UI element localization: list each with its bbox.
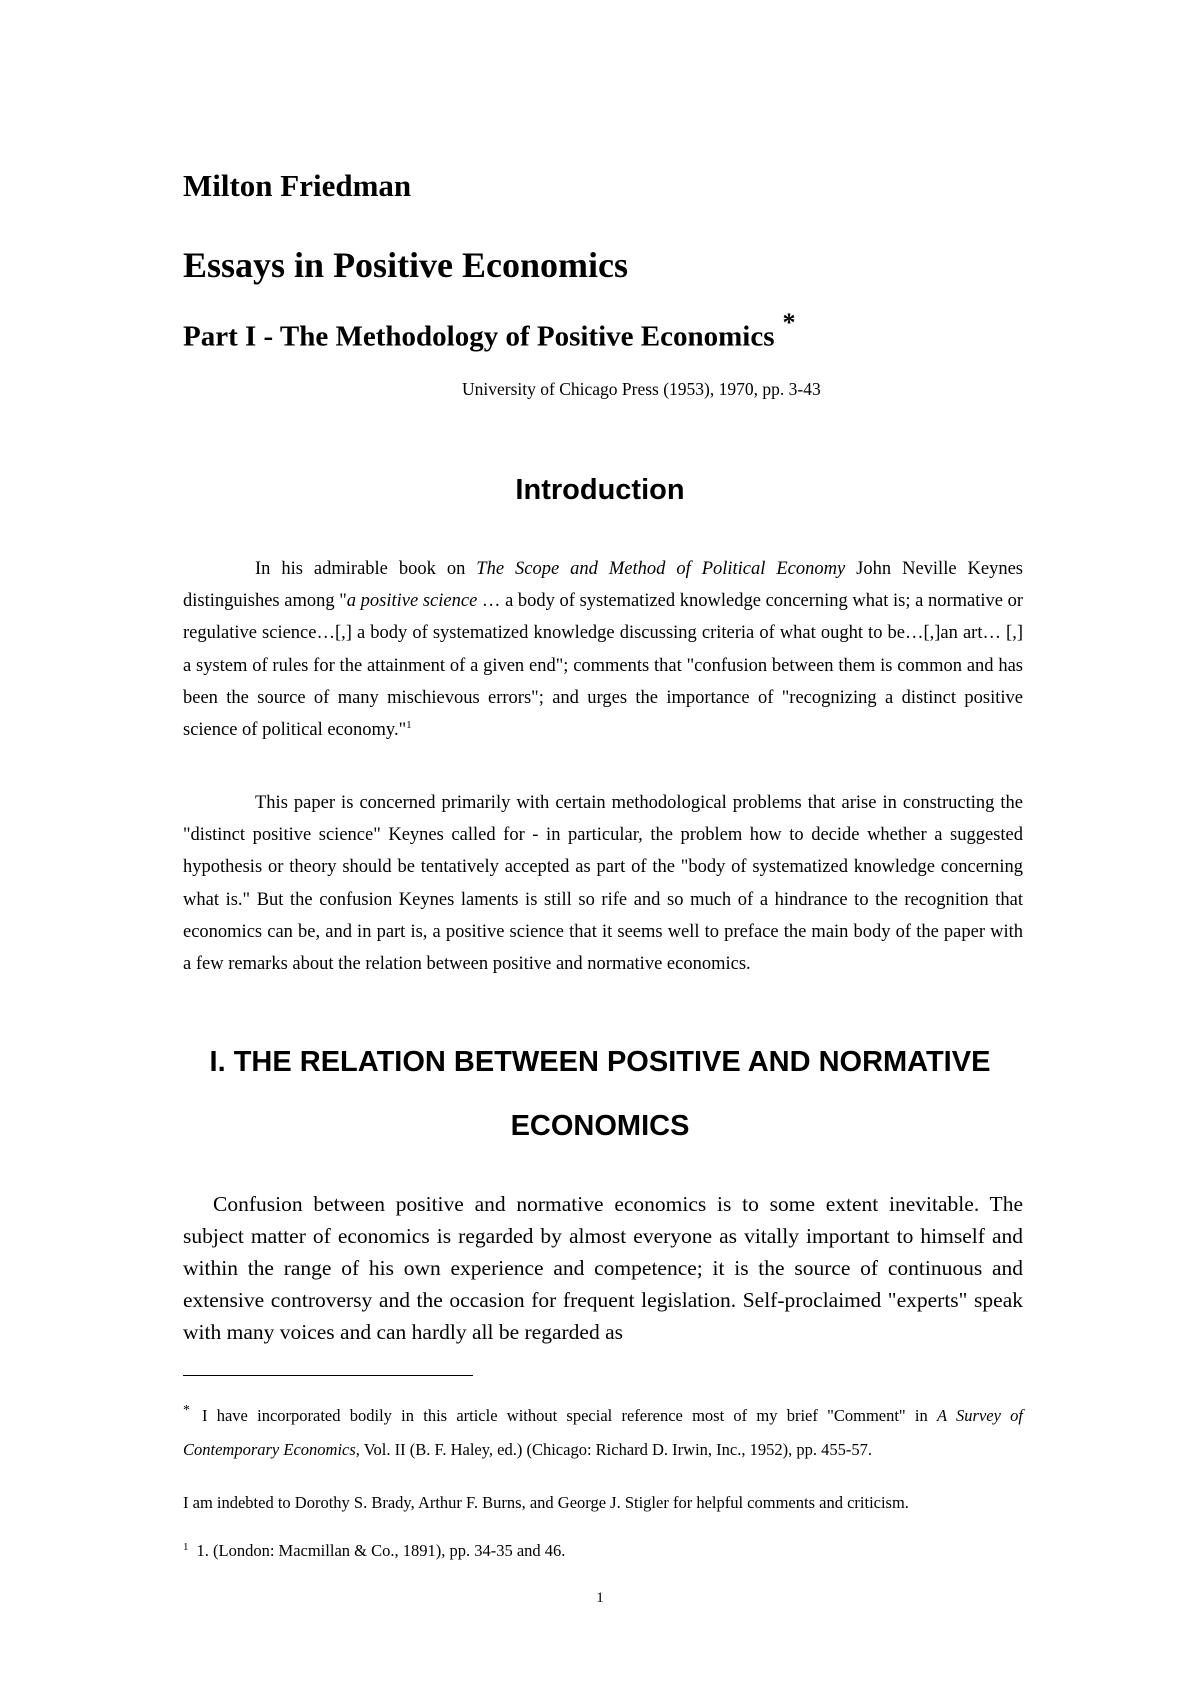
author-name: Milton Friedman [183,168,412,203]
introduction-heading: Introduction [515,474,685,506]
footnote-text: Vol. II (B. F. Haley, ed.) (Chicago: Richard D. Irwin, Inc., 1952), pp. 455-57. [359,1440,872,1459]
footnote-divider [183,1375,473,1376]
part-title [183,308,796,354]
footnote-1-mark: 1 [183,1541,189,1553]
part-title-text: Part I - The Methodology of Positive Economics [183,320,775,353]
footnote-book-reference: A Survey of Contemporary Economics, [183,1406,1023,1459]
footnote-1 [183,1541,1023,1563]
page-number: 1 [596,1590,604,1606]
paragraph-text: In his admirable book on [255,559,477,579]
footnote-star-mark: * [183,1403,190,1418]
part-title-note-mark: * [782,308,796,337]
quoted-term: a positive science [346,591,478,612]
section-1-heading-continued: ECONOMICS [510,1110,690,1142]
book-reference: The Scope and Method of Political Economy [476,559,846,579]
footnote-1-text: 1. (London: Macmillan & Co., 1891), pp. 34-35 and 46. [196,1541,566,1560]
section-1-paragraph-1: Confusion between positive and normative economics is to some extent inevitable. The subject matter of economics is regarded by almost everyone as vitally important to himself and within the range of his own experience and competence; it is the source of continuous and extensive controversy and the occasion for frequent legislation. Self-proclaimed "experts" speak with many voices and can hardly all be regarded as [183,1192,1023,1344]
footnote-star [183,1400,1023,1466]
footnote-text: I have incorporated bodily in this article without special reference most of my brief "Comment" in [202,1406,937,1425]
introduction-paragraph-1 [183,553,1023,746]
book-title: Essays in Positive Economics [183,245,629,285]
paragraph-text: … a body of systematized knowledge concerning what is; a normative or regulative science…[,] a body of systematized knowledge discussing criteria of what ought to be…[,]an art… [,] a system of rules for the attainment of a given end"; comments that "confusion between them is common and has been the source of many mischievous errors"; and urges the importance of "recognizing a distinct positive science of political economy." [183,591,1023,741]
introduction-paragraph-2: This paper is concerned primarily with certain methodological problems that arise in constructing the "distinct positive science" Keynes called for - in particular, the problem how to decide whether a suggested hypothesis or theory should be tentatively accepted as part of the "body of systematized knowledge concerning what is." But the confusion Keynes laments is still so rife and so much of a hindrance to the recognition that economics can be, and in part is, a positive science that it seems well to preface the main body of the paper with a few remarks about the relation between positive and normative economics. [183,793,1023,975]
section-1-heading: I. THE RELATION BETWEEN POSITIVE AND NORMATIVE [209,1046,991,1078]
publication-citation: University of Chicago Press (1953), 1970, pp. 3-43 [462,379,821,399]
paragraph-text: John Neville Keynes distinguishes among " [183,559,1023,612]
footnote-acknowledgement: I am indebted to Dorothy S. Brady, Arthur F. Burns, and George J. Stigler for helpful comments and criticism. [183,1493,909,1512]
footnote-ref-1: 1 [406,718,412,731]
